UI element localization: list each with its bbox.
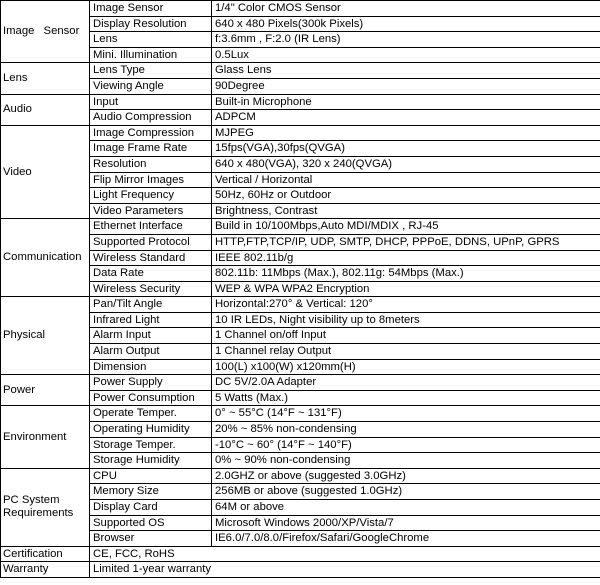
label-cell: CPU [90,468,212,484]
value-cell: 640 x 480(VGA), 320 x 240(QVGA) [212,156,600,172]
label-cell: Video Parameters [90,203,212,219]
table-row [1,390,600,406]
table-row [1,47,600,63]
category-cell: Communication [1,219,90,297]
table-row [1,312,600,328]
label-cell: Alarm Output [90,344,212,360]
table-row [1,500,600,516]
table-row [1,188,600,204]
table-row [1,531,600,547]
value-cell: Limited 1-year warranty [90,562,600,578]
label-cell: Wireless Standard [90,250,212,266]
label-cell: Resolution [90,156,212,172]
label-cell: Flip Mirror Images [90,172,212,188]
table-row [1,281,600,297]
value-cell: 90Degree [212,78,600,94]
label-cell: Power Consumption [90,390,212,406]
category-cell: Video [1,125,90,219]
value-cell: 20% ~ 85% non-condensing [212,422,600,438]
label-cell: Browser [90,531,212,547]
table-row [1,172,600,188]
label-cell: Alarm Input [90,328,212,344]
table-row [1,1,600,17]
category-cell: Warranty [1,562,90,578]
value-cell: -10°C ~ 60° (14°F ~ 140°F) [212,437,600,453]
value-cell: Horizontal:270° & Vertical: 120° [212,297,600,313]
value-cell: HTTP,FTP,TCP/IP, UDP, SMTP, DHCP, PPPoE, DDNS, UPnP, GPRS [212,234,600,250]
value-cell: 1 Channel on/off Input [212,328,600,344]
value-cell: 1 Channel relay Output [212,344,600,360]
table-row [1,94,600,110]
label-cell: Viewing Angle [90,78,212,94]
label-cell: Ethernet Interface [90,219,212,235]
label-cell: Lens Type [90,63,212,79]
value-cell: 50Hz, 60Hz or Outdoor [212,188,600,204]
category-cell: Audio [1,94,90,125]
label-cell: Supported OS [90,515,212,531]
value-cell: 0.5Lux [212,47,600,63]
label-cell: Light Frequency [90,188,212,204]
value-cell: Glass Lens [212,63,600,79]
table-row [1,141,600,157]
table-row [1,328,600,344]
label-cell: Display Card [90,500,212,516]
table-row [1,468,600,484]
category-cell: Certification [1,546,90,562]
table-row [1,78,600,94]
table-row [1,453,600,469]
label-cell: Storage Temper. [90,437,212,453]
category-cell: Physical [1,297,90,375]
table-row [1,250,600,266]
category-cell: Environment [1,406,90,468]
value-cell: 256MB or above (suggested 1.0GHz) [212,484,600,500]
label-cell: Infrared Light [90,312,212,328]
label-cell: Data Rate [90,266,212,282]
label-cell: Pan/Tilt Angle [90,297,212,313]
value-cell: 0% ~ 90% non-condensing [212,453,600,469]
table-row [1,110,600,126]
label-cell: Lens [90,32,212,48]
table-row [1,234,600,250]
value-cell: 2.0GHZ or above (suggested 3.0GHz) [212,468,600,484]
label-cell: Operate Temper. [90,406,212,422]
spec-table-body [1,1,600,578]
label-cell: Supported Protocol [90,234,212,250]
table-row [1,406,600,422]
table-row [1,359,600,375]
table-row [1,515,600,531]
table-row [1,16,600,32]
category-cell: Lens [1,63,90,94]
table-row [1,156,600,172]
value-cell: 10 IR LEDs, Night visibility up to 8meters [212,312,600,328]
table-row [1,562,600,578]
value-cell: Built-in Microphone [212,94,600,110]
label-cell: Display Resolution [90,16,212,32]
table-row [1,125,600,141]
table-row [1,422,600,438]
value-cell: 5 Watts (Max.) [212,390,600,406]
label-cell: Memory Size [90,484,212,500]
table-row [1,266,600,282]
label-cell: Image Sensor [90,1,212,17]
value-cell: 100(L) x100(W) x120mm(H) [212,359,600,375]
value-cell: f:3.6mm , F:2.0 (IR Lens) [212,32,600,48]
value-cell: 15fps(VGA),30fps(QVGA) [212,141,600,157]
label-cell: Wireless Security [90,281,212,297]
label-cell: Storage Humidity [90,453,212,469]
value-cell: Microsoft Windows 2000/XP/Vista/7 [212,515,600,531]
table-row [1,344,600,360]
table-row [1,484,600,500]
label-cell: Power Supply [90,375,212,391]
table-row [1,297,600,313]
label-cell: Input [90,94,212,110]
value-cell: Brightness, Contrast [212,203,600,219]
table-row [1,219,600,235]
value-cell: MJPEG [212,125,600,141]
value-cell: 64M or above [212,500,600,516]
table-row [1,63,600,79]
label-cell: Audio Compression [90,110,212,126]
table-row [1,546,600,562]
value-cell: 0° ~ 55°C (14°F ~ 131°F) [212,406,600,422]
label-cell: Image Frame Rate [90,141,212,157]
label-cell: Mini. Illumination [90,47,212,63]
table-row [1,203,600,219]
value-cell: 1/4" Color CMOS Sensor [212,1,600,17]
value-cell: 640 x 480 Pixels(300k Pixels) [212,16,600,32]
category-cell: Image Sensor [1,1,90,63]
value-cell: Vertical / Horizontal [212,172,600,188]
value-cell: 802.11b: 11Mbps (Max.), 802.11g: 54Mbps (Max.) [212,266,600,282]
value-cell: IEEE 802.11b/g [212,250,600,266]
label-cell: Dimension [90,359,212,375]
label-cell: Image Compression [90,125,212,141]
value-cell: WEP & WPA WPA2 Encryption [212,281,600,297]
table-row [1,32,600,48]
value-cell: DC 5V/2.0A Adapter [212,375,600,391]
value-cell: ADPCM [212,110,600,126]
value-cell: IE6.0/7.0/8.0/Firefox/Safari/GoogleChrome [212,531,600,547]
label-cell: Operating Humidity [90,422,212,438]
category-cell: PC System Requirements [1,468,90,546]
table-row [1,437,600,453]
value-cell: Build in 10/100Mbps,Auto MDI/MDIX , RJ-45 [212,219,600,235]
value-cell: CE, FCC, RoHS [90,546,600,562]
category-cell: Power [1,375,90,406]
table-row [1,375,600,391]
